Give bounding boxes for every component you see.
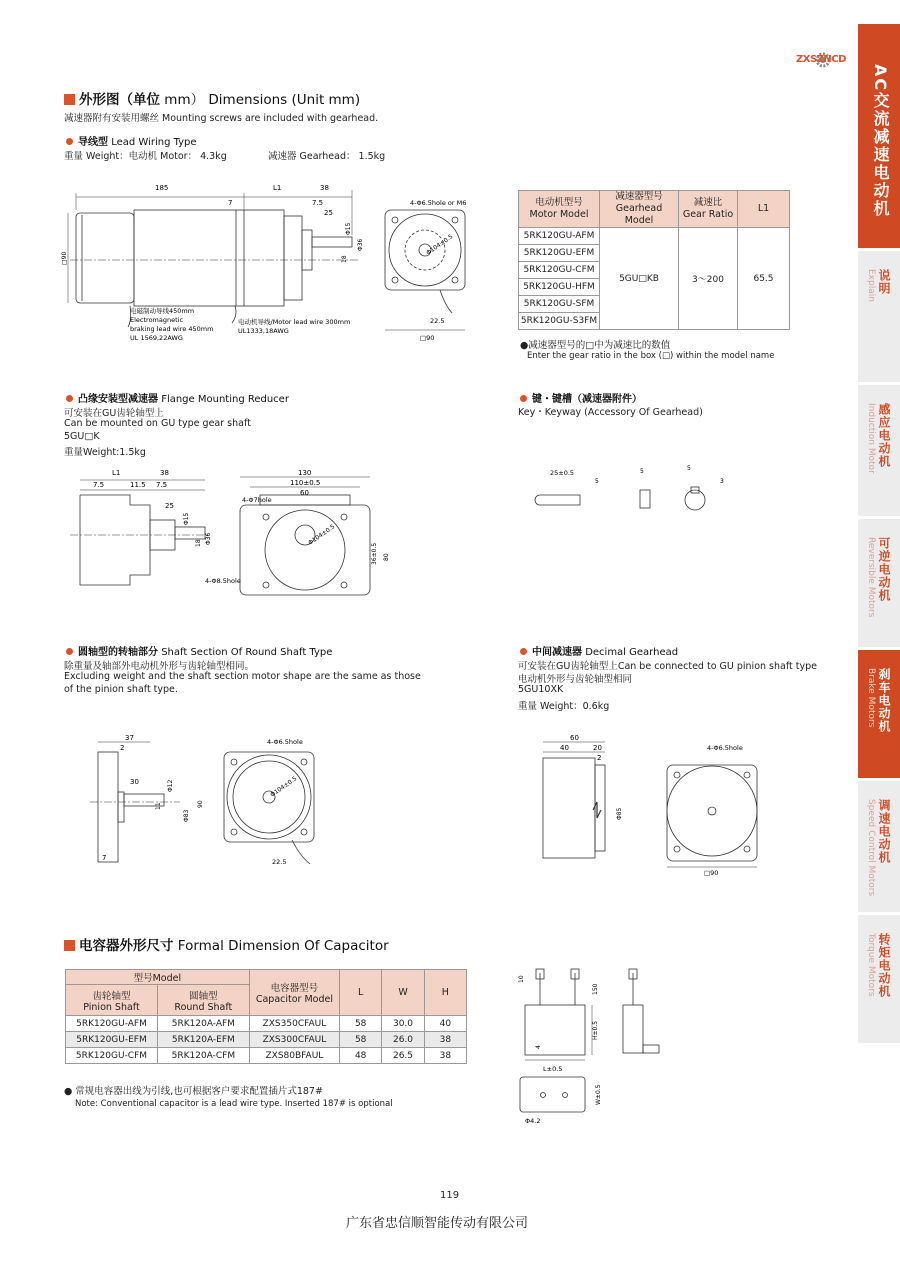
table-row: 5RK120GU-CFM 5RK120A-CFM ZXS80BFAUL 48 26.5 38 bbox=[66, 1048, 467, 1064]
model-row: 5RK120GU-EFM bbox=[519, 245, 600, 262]
sidebar-tab-brake[interactable]: 刹车电动机 Brake Motors bbox=[858, 650, 900, 778]
page-number: 119 bbox=[440, 1190, 460, 1201]
decimal-40: 40 bbox=[560, 744, 569, 752]
capacitor-table: 型号Model 电容器型号 Capacitor Model L W H 齿轮轴型 Pinion Shaft 圆轴型 Round Shaft 5RK120GU-AFM 5RK120A-AFM ZXS350CFAUL 58 30.0 40 5RK120GU-EFM 5RK120A-EFM ZXS300CFAUL 58 26.0 38 5RK120GU-CFM 5RK120A-CFM ZXS80BFAUL 48 26.5 38 bbox=[65, 969, 467, 1064]
round-shaft-title: 圆轴型的转轴部分 Shaft Section Of Round Shaft Type bbox=[66, 643, 332, 658]
round-22-5: 22.5 bbox=[272, 858, 287, 866]
flange-38: 38 bbox=[160, 469, 169, 477]
round-90: 90 bbox=[197, 800, 204, 808]
round-line1: 除重量及轴部外电动机外形与齿轮轴型相同。 bbox=[64, 661, 255, 672]
dim-7-5: 7.5 bbox=[312, 199, 324, 207]
decimal-60: 60 bbox=[570, 734, 579, 742]
flange-line4: 重量Weight:1.5kg bbox=[64, 447, 146, 458]
capacitor-note-en: Note: Conventional capacitor is a lead wire type. Inserted 187# is optional bbox=[75, 1099, 393, 1109]
cap-phi: Φ4.2 bbox=[525, 1117, 541, 1125]
flange-line2: Can be mounted on GU type gear shaft bbox=[64, 418, 251, 429]
key-w5b: 5 bbox=[687, 465, 691, 472]
gearhead-model: 5GU□KB bbox=[600, 228, 679, 330]
lead-90b: □90 bbox=[420, 334, 435, 342]
decimal-20: 20 bbox=[593, 744, 602, 752]
key-w5: 5 bbox=[640, 468, 644, 475]
mounting-note: 减速器附有安装用螺丝 Mounting screws are included with gearhead. bbox=[64, 113, 379, 124]
round-37: 37 bbox=[125, 734, 134, 742]
dim-25: 25 bbox=[324, 209, 333, 217]
flange-L1: L1 bbox=[112, 469, 121, 477]
round-line3: of the pinion shaft type. bbox=[64, 684, 178, 695]
dim-7: 7 bbox=[228, 199, 233, 207]
sidebar-tab-torque[interactable]: 转矩电动机 Torque Motors bbox=[858, 915, 900, 1043]
lead-pcd: Φ104±0.5 bbox=[425, 233, 455, 257]
cap-W: W±0.5 bbox=[595, 1084, 602, 1105]
capacitor-note-cn: ● 常规电容器出线为引线,也可根据客户要求配置插片式187# bbox=[64, 1086, 323, 1097]
lead-22-5: 22.5 bbox=[430, 317, 445, 325]
company-name: 广东省忠信顺智能传动有限公司 bbox=[346, 1216, 529, 1231]
round-side-drawing bbox=[90, 732, 220, 872]
sidebar-tab-speed[interactable]: 调速电动机 Speed Control Motors bbox=[858, 781, 900, 912]
logo-text: ZXSZNCD bbox=[796, 54, 846, 65]
motor-lead-spec: UL1333,18AWG bbox=[238, 327, 289, 335]
brake-lead-en2: braking lead wire 450mm bbox=[130, 325, 214, 333]
dim-18: 18 bbox=[341, 255, 348, 263]
round-line2: Excluding weight and the shaft section motor shape are the same as those bbox=[64, 671, 421, 682]
decimal-90: □90 bbox=[704, 869, 719, 877]
cap-L: L±0.5 bbox=[543, 1065, 563, 1073]
key-len: 25±0.5 bbox=[550, 469, 575, 477]
flange-110: 110±0.5 bbox=[290, 479, 321, 487]
flange-7-5: 7.5 bbox=[93, 481, 105, 489]
table-row: 5RK120GU-AFM 5RK120A-AFM ZXS350CFAUL 58 30.0 40 bbox=[66, 1016, 467, 1032]
flange-60: 60 bbox=[300, 489, 309, 497]
decimal-line4: 重量 Weight：0.6kg bbox=[518, 701, 610, 712]
flange-shaft: Φ15 bbox=[183, 512, 190, 525]
gear-ratio: 3～200 bbox=[679, 228, 738, 330]
lead-weight-motor: 重量 Weight：电动机 Motor： 4.3kg bbox=[64, 151, 227, 162]
l1-value: 65.5 bbox=[738, 228, 790, 330]
key-title-en: Key・Keyway (Accessory Of Gearhead) bbox=[518, 407, 703, 418]
round-2: 2 bbox=[120, 744, 125, 752]
brake-lead-en1: Electromagnetic bbox=[130, 316, 184, 324]
key-h5: 5 bbox=[595, 478, 599, 485]
round-30: 30 bbox=[130, 778, 139, 786]
dim-185: 185 bbox=[155, 184, 169, 192]
motor-lead-cn: 电动机导线/Motor lead wire 300mm bbox=[238, 318, 351, 326]
model-row: 5RK120GU-AFM bbox=[519, 228, 600, 245]
flange-7-5b: 7.5 bbox=[156, 481, 168, 489]
round-83: Φ83 bbox=[183, 809, 190, 822]
flange-pcd: Φ104±0.5 bbox=[307, 523, 337, 547]
sidebar-tab-explain[interactable]: 说明 Explain bbox=[858, 251, 900, 382]
brake-lead-cn: 电磁制动导线450mm bbox=[130, 307, 195, 315]
model-row: 5RK120GU-HFM bbox=[519, 279, 600, 296]
model-note-cn: ●减速器型号的□中为减速比的数值 bbox=[520, 340, 671, 351]
dimensions-title: 外形图（单位 mm） Dimensions (Unit mm) bbox=[64, 88, 360, 108]
dim-36: Φ36 bbox=[357, 238, 364, 251]
round-shaft: Φ12 bbox=[167, 779, 174, 792]
cap-10: 10 bbox=[518, 975, 525, 983]
round-front-drawing bbox=[222, 732, 322, 872]
decimal-side-drawing bbox=[535, 730, 645, 870]
flange-hole7: 4-Φ7hole bbox=[242, 496, 272, 504]
lead-wiring-drawing bbox=[60, 175, 364, 355]
flange-11-5: 11.5 bbox=[130, 481, 146, 489]
decimal-85: Φ85 bbox=[616, 807, 623, 820]
decimal-line1: 可安装在GU齿轮轴型上Can be connected to GU pinion shaft type bbox=[518, 661, 817, 672]
round-7: 7 bbox=[102, 854, 107, 862]
table-row: 5RK120GU-EFM 5RK120A-EFM ZXS300CFAUL 58 26.0 38 bbox=[66, 1032, 467, 1048]
cap-150: 150 bbox=[592, 983, 599, 995]
flange-36b: 36±0.5 bbox=[371, 542, 378, 565]
model-row: 5RK120GU-S3FM bbox=[519, 313, 600, 330]
sidebar-tab-induction[interactable]: 感应电动机 Induction Motor bbox=[858, 385, 900, 516]
flange-hole85: 4-Φ8.5hole bbox=[205, 577, 241, 585]
lead-hole: 4-Φ6.5hole or M6 bbox=[410, 199, 467, 207]
flange-side-drawing bbox=[60, 465, 220, 605]
sidebar-main-title: AC交流减速电动机 bbox=[858, 24, 900, 248]
lead-front-view bbox=[380, 195, 470, 345]
flange-25: 25 bbox=[165, 502, 174, 510]
dim-shaft: Φ15 bbox=[345, 222, 352, 235]
capacitor-title: 电容器外形尺寸 Formal Dimension Of Capacitor bbox=[64, 934, 389, 954]
round-pcd: Φ104±0.5 bbox=[269, 775, 299, 799]
decimal-line2: 电动机外形与齿轮轴型相同 bbox=[518, 674, 633, 685]
dim-90: □90 bbox=[61, 251, 68, 265]
sidebar-tab-reversible[interactable]: 可逆电动机 Reversible Motors bbox=[858, 519, 900, 647]
dim-L1: L1 bbox=[273, 184, 282, 192]
flange-18: 18 bbox=[195, 539, 202, 547]
flange-36: Φ36 bbox=[205, 532, 212, 545]
lead-type-title: 导线型 Lead Wiring Type bbox=[66, 133, 197, 148]
cap-4: 4 bbox=[535, 1045, 542, 1049]
key-d3: 3 bbox=[720, 478, 724, 485]
cap-H: H±0.5 bbox=[592, 1020, 599, 1040]
round-11: 11 bbox=[155, 802, 162, 810]
decimal-title: 中间减速器 Decimal Gearhead bbox=[520, 643, 678, 658]
flange-80: 80 bbox=[383, 553, 390, 561]
flange-130: 130 bbox=[298, 469, 312, 477]
model-note-en: Enter the gear ratio in the box (□) within the model name bbox=[527, 351, 775, 361]
flange-line3: 5GU□K bbox=[64, 431, 100, 442]
key-drawing bbox=[535, 465, 735, 525]
decimal-front-drawing bbox=[662, 735, 772, 875]
decimal-line3: 5GU10XK bbox=[518, 684, 564, 695]
dim-38: 38 bbox=[320, 184, 329, 192]
brake-lead-spec: UL 1569,22AWG bbox=[130, 334, 183, 342]
model-table: 电动机型号 Motor Model 减速器型号 Gearhead Model 减速比 Gear Ratio L1 5RK120GU-AFM 5GU□KB 3～200 65.5 5RK120GU-EFM 5RK120GU-CFM 5RK120GU-HFM 5RK120GU-SFM 5RK120GU-S3FM bbox=[518, 190, 790, 330]
decimal-2: 2 bbox=[597, 754, 602, 762]
decimal-hole: 4-Φ6.5hole bbox=[707, 744, 743, 752]
lead-weight-gear: 减速器 Gearhead： 1.5kg bbox=[268, 151, 386, 162]
model-row: 5RK120GU-CFM bbox=[519, 262, 600, 279]
flange-line1: 可安装在GU齿轮轴型上 bbox=[64, 408, 164, 419]
key-title: 键・键槽（减速器附件） bbox=[520, 390, 642, 405]
capacitor-drawing bbox=[505, 965, 665, 1130]
round-hole: 4-Φ6.5hole bbox=[267, 738, 303, 746]
flange-title: 凸缘安装型减速器 Flange Mounting Reducer bbox=[66, 390, 289, 405]
model-row: 5RK120GU-SFM bbox=[519, 296, 600, 313]
